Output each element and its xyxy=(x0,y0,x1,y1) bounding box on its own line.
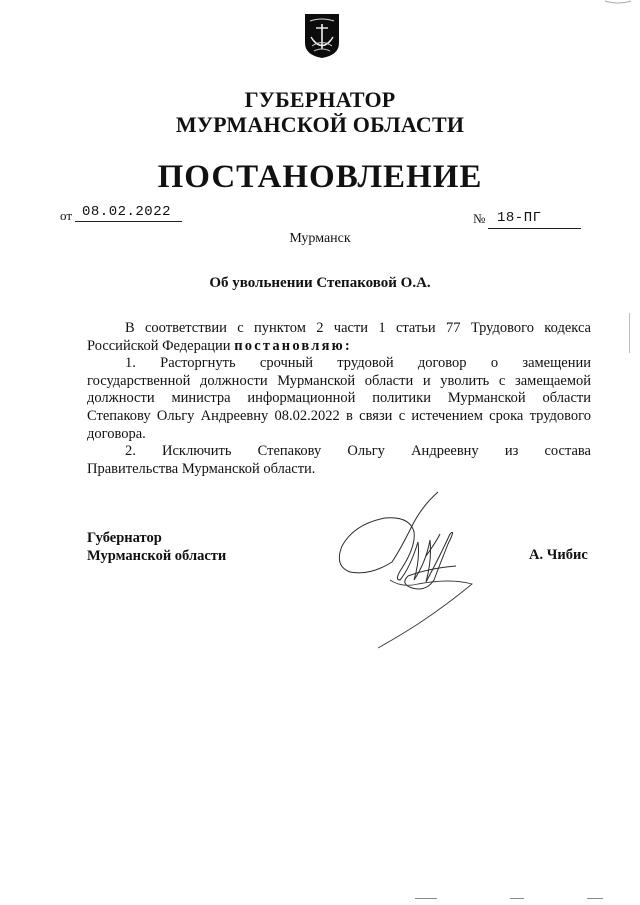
document-subject: Об увольнении Степаковой О.А. xyxy=(209,275,431,291)
document-number: 18-ПГ xyxy=(497,210,542,226)
date-underline xyxy=(75,221,182,222)
item1-first-line: 1. Расторгнуть срочный трудовой договор о замещении xyxy=(125,355,591,372)
decree-word: постановляю: xyxy=(234,337,352,354)
scan-mark xyxy=(587,898,603,899)
signatory-title-line2: Мурманской области xyxy=(87,548,227,564)
number-prefix: № xyxy=(473,211,486,226)
org-name-line1: ГУБЕРНАТОР xyxy=(244,87,396,112)
document-body xyxy=(87,320,591,478)
org-name-line2: МУРМАНСКОЙ ОБЛАСТИ xyxy=(175,112,465,137)
signatory-name: А. Чибис xyxy=(529,547,588,563)
item1-text: государственной должности Мурманской области и уволить с замещаемой должности министра информационной политики Мурманской области Степакову Ольгу Андреевну 08.02.2022 в связи с истечением срока трудового договора. xyxy=(87,372,591,442)
signatory-title-line1: Губернатор xyxy=(87,530,162,546)
scan-margin-mark xyxy=(629,313,630,353)
date-prefix: от xyxy=(60,208,73,223)
item2-text: Правительства Мурманской области. xyxy=(87,460,316,477)
item2-first-line: 2. Исключить Степакову Ольгу Андреевну из состава xyxy=(125,443,591,460)
intro-line2 xyxy=(87,338,591,356)
city-name: Мурманск xyxy=(289,231,351,246)
number-underline xyxy=(488,228,581,229)
document-type-title: ПОСТАНОВЛЕНИЕ xyxy=(157,159,483,195)
handwritten-signature xyxy=(330,484,500,654)
scan-mark xyxy=(415,898,437,899)
scan-mark xyxy=(603,0,633,6)
intro-text: Российской Федерации xyxy=(87,337,231,354)
intro-line: В соответствии с пунктом 2 части 1 статьи 77 Трудового кодекса xyxy=(125,320,591,336)
scan-mark xyxy=(510,898,524,899)
signatory-title xyxy=(87,529,226,565)
document-date: 08.02.2022 xyxy=(82,204,172,220)
murmansk-coat-of-arms-icon xyxy=(304,13,340,59)
